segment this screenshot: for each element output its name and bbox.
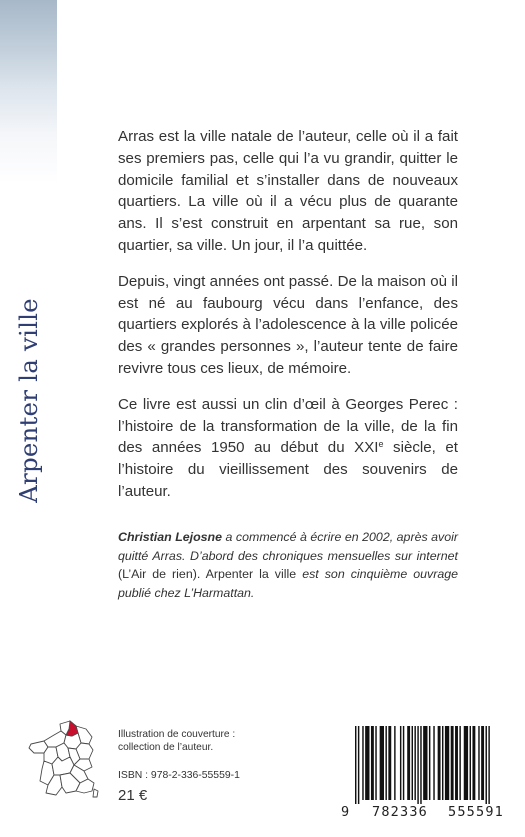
barcode-bar: [412, 726, 413, 800]
century-superscript: e: [378, 439, 384, 450]
bio-text-3: (L’Air de rien). Arpenter la ville: [118, 567, 303, 581]
barcode-bar: [470, 726, 471, 800]
barcode-bar: [481, 726, 484, 800]
barcode-bar: [478, 726, 479, 800]
barcode-bar: [400, 726, 401, 800]
barcode-bar: [414, 726, 415, 800]
back-cover-summary: [118, 126, 458, 517]
barcode-bar: [375, 726, 376, 800]
summary-paragraph-3: [118, 394, 458, 503]
barcode-bar: [472, 726, 475, 800]
barcode-bar: [407, 726, 410, 800]
barcode-bar: [403, 726, 404, 800]
summary-paragraph-2: Depuis, vingt années ont passé. De la maison où il est né au faubourg vécu dans l’enfance, des quartiers explorés à l’adolescence à la ville policée des « grandes personnes », l’auteur tente de faire revivre tous ces lieux, de mémoire.: [118, 272, 458, 377]
barcode-bar: [385, 726, 386, 800]
barcode-bar: [488, 726, 489, 804]
barcode-bar: [433, 726, 434, 800]
barcode-bar: [464, 726, 468, 800]
bio-text-4: est son cinquième ouvrage publié chez L’Harmattan.: [118, 567, 459, 600]
barcode-bar: [459, 726, 460, 800]
bio-text-2: internet: [416, 548, 458, 563]
barcode-left-group: 782336: [372, 804, 428, 820]
barcode-digits: [341, 804, 504, 820]
barcode-bar: [438, 726, 441, 800]
barcode-bar: [388, 726, 391, 800]
barcode-lead-digit: 9: [341, 804, 350, 820]
barcode-bar: [451, 726, 454, 800]
barcode-bar: [371, 726, 374, 800]
barcode-bar: [486, 726, 487, 804]
barcode-bar: [420, 726, 421, 804]
cover-illustration-credit: Illustration de couverture : collection de l’auteur.: [118, 729, 236, 753]
summary-paragraph-3-start: Ce livre est aussi un clin d’œil à Georges Perec : l’histoire de la transformation de la ville, de la fin des années 1950 au début du XXI: [118, 395, 458, 457]
author-name: Christian Lejosne: [118, 530, 223, 544]
barcode-bar: [429, 726, 430, 800]
barcode-bar: [442, 726, 443, 800]
bio-text-1: a commencé à écrire en 2002, après avoir quitté Arras. D’abord des chroniques mensuelles sur: [118, 530, 459, 563]
barcode-bar: [355, 726, 356, 804]
barcode-bar: [423, 726, 427, 800]
summary-paragraph-1: Arras est la ville natale de l’auteur, celle où il a fait ses premiers pas, celle qui l’a vu grandir, quitter le domicile familial et s’installer dans de nouveaux quartiers. La ville où il a vécu plus de quarante ans. Il s’est construit en arpentant sa rue, son quartier, sa ville. Un jour, il l’a quittée.: [118, 128, 458, 254]
author-bio: [118, 528, 458, 602]
barcode-bar: [455, 726, 458, 800]
barcode-bar: [380, 726, 384, 800]
france-regions-map-icon: [26, 717, 101, 801]
summary-paragraph-3-end: siècle, et l’histoire du vieillissement des souvenirs de l’auteur.: [118, 439, 458, 500]
barcode-bar: [417, 726, 418, 804]
spine-title: [8, 280, 48, 520]
barcode-bar: [365, 726, 369, 800]
barcode-bar: [358, 726, 359, 804]
barcode-bar: [445, 726, 449, 800]
barcode-bar: [362, 726, 363, 800]
spine-title-text: Arpenter la ville: [13, 297, 43, 503]
price: 21 €: [118, 787, 148, 804]
barcode-right-group: 555591: [448, 804, 504, 820]
barcode-bar: [394, 726, 395, 800]
isbn-number: ISBN : 978-2-336-55559-1: [118, 770, 240, 781]
